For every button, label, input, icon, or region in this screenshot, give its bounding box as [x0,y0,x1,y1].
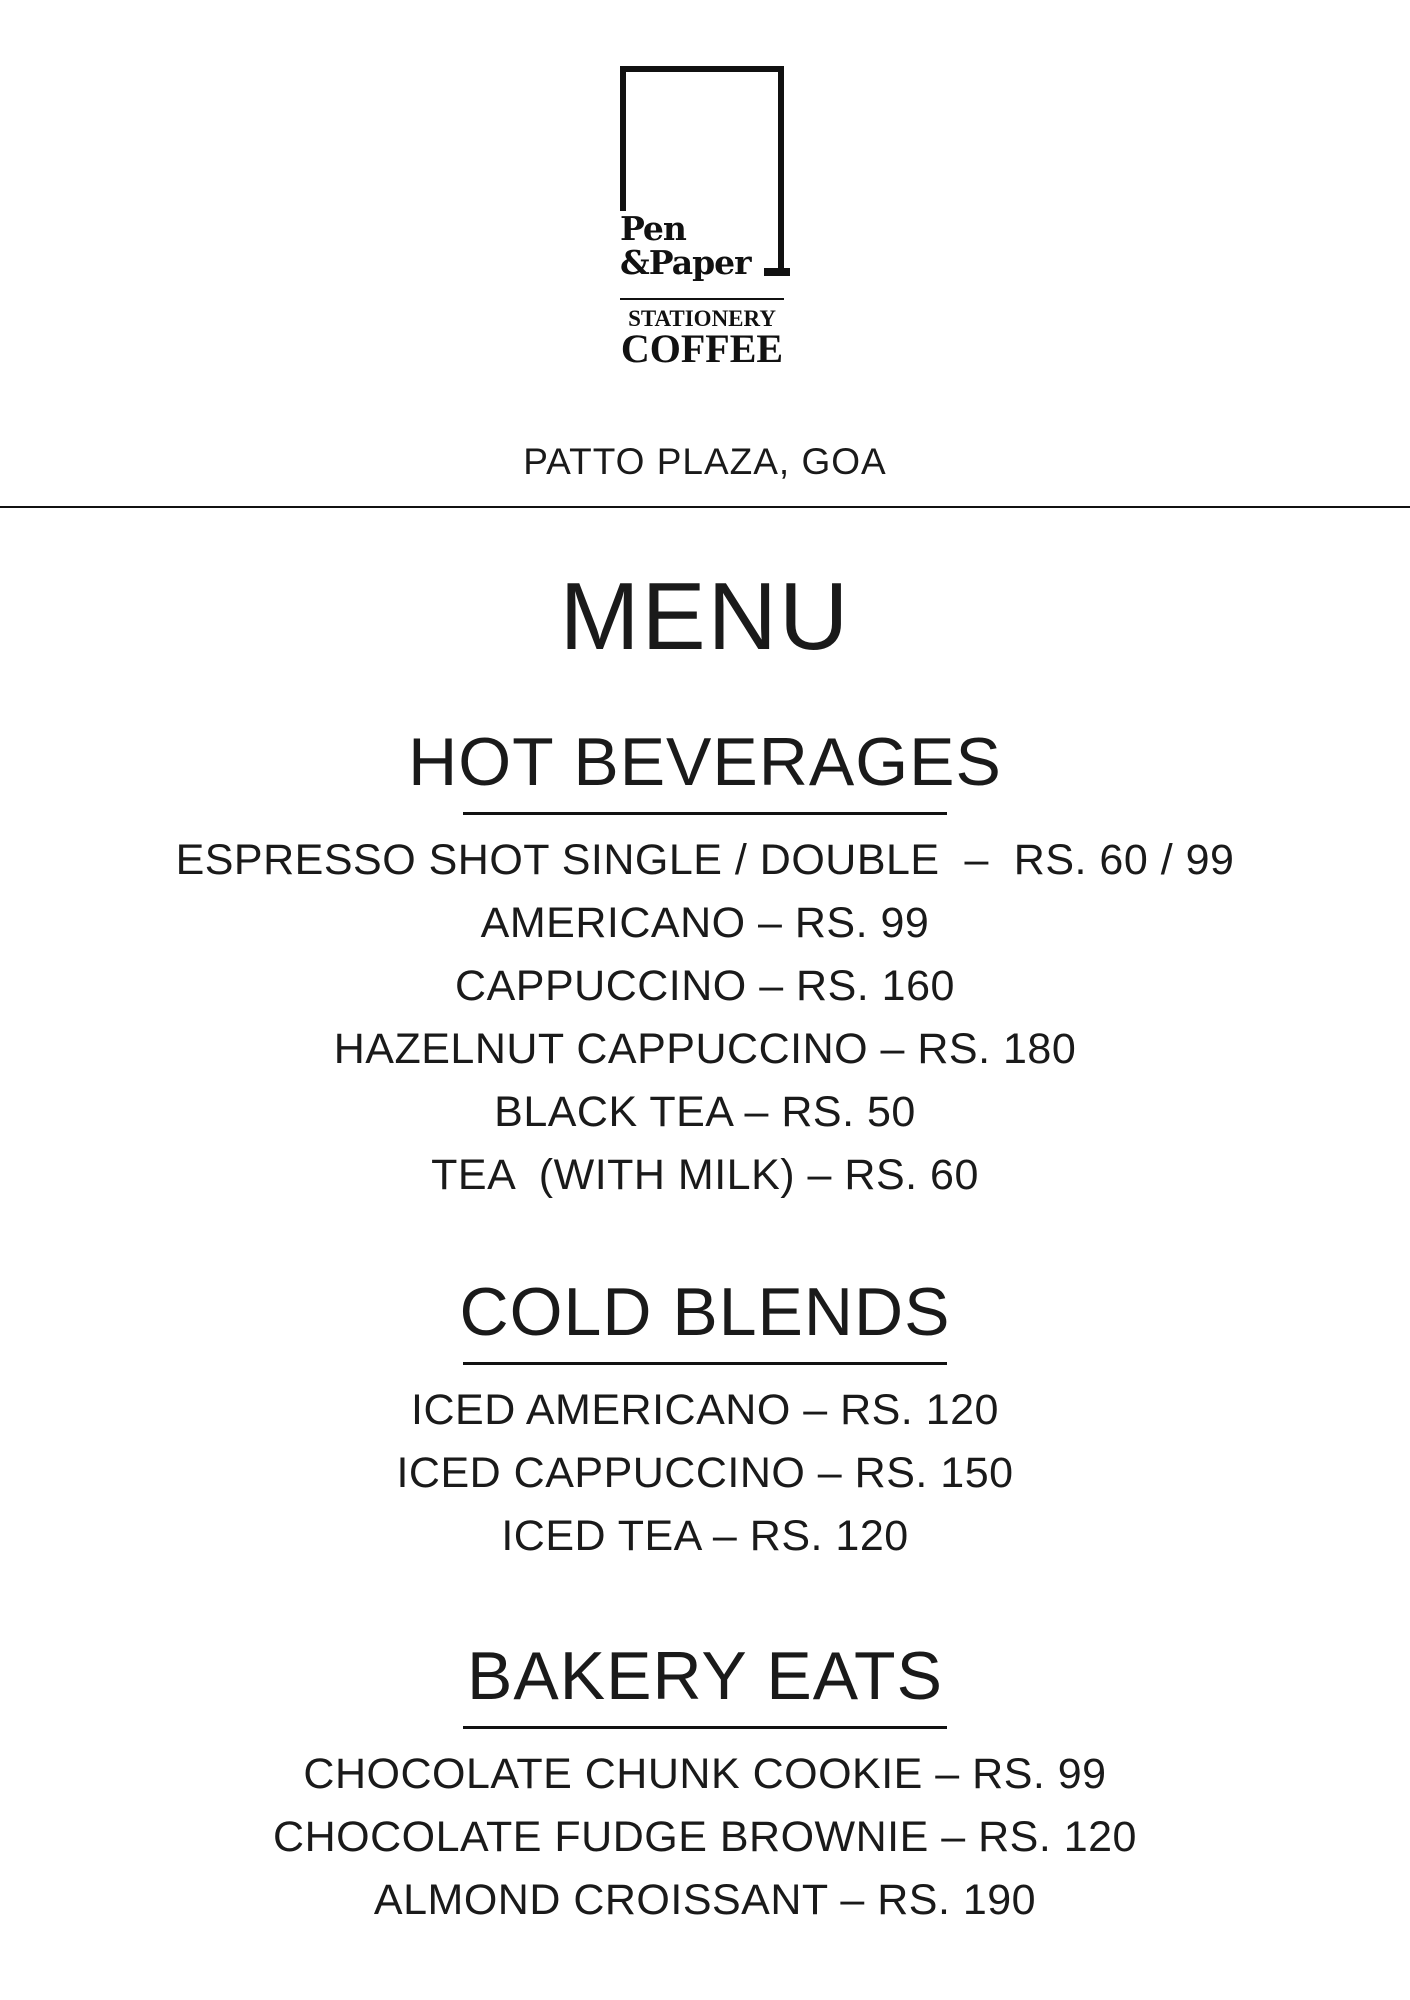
menu-item: CAPPUCCINO – RS. 160 [455,962,955,1010]
item-list [0,1379,1410,1568]
item-list [0,829,1410,1207]
menu-item: ICED TEA – RS. 120 [501,1512,909,1560]
section-cold-blends [0,1272,1410,1568]
menu-item: TEA (WITH MILK) – RS. 60 [431,1151,979,1199]
location-text: PATTO PLAZA, GOA [523,441,887,482]
logo-name [620,209,751,282]
section-bakery-eats [0,1636,1410,1932]
section-title: HOT BEVERAGES [408,724,1002,800]
logo-divider [620,298,784,300]
logo-name-line2: &Paper [620,243,751,282]
section-divider [463,1362,947,1365]
menu-title: MENU [559,563,851,670]
menu-item: ICED AMERICANO – RS. 120 [411,1386,999,1434]
section-title: COLD BLENDS [459,1274,951,1350]
logo-subtitle-coffee: COFFEE [620,326,784,371]
brand-logo [620,66,790,371]
section-divider [463,812,947,815]
menu-item: BLACK TEA – RS. 50 [494,1088,916,1136]
logo-name-line1: Pen [620,209,686,248]
menu-item: CHOCOLATE FUDGE BROWNIE – RS. 120 [273,1813,1137,1861]
menu-item: ICED CAPPUCCINO – RS. 150 [396,1449,1014,1497]
menu-item: HAZELNUT CAPPUCCINO – RS. 180 [333,1025,1077,1073]
section-hot-beverages [0,722,1410,1207]
menu-item: ESPRESSO SHOT SINGLE / DOUBLE – RS. 60 / 99 [175,836,1235,884]
menu-item: ALMOND CROISSANT – RS. 190 [373,1876,1037,1924]
item-list [0,1743,1410,1932]
logo-subtitle-stationery: STATIONERY [628,306,776,331]
section-divider [463,1726,947,1729]
menu-item: AMERICANO – RS. 99 [480,899,930,947]
menu-item: CHOCOLATE CHUNK COOKIE – RS. 99 [303,1750,1107,1798]
logo-frame-corner [764,268,790,276]
header-divider [0,506,1410,508]
section-title: BAKERY EATS [467,1638,943,1714]
